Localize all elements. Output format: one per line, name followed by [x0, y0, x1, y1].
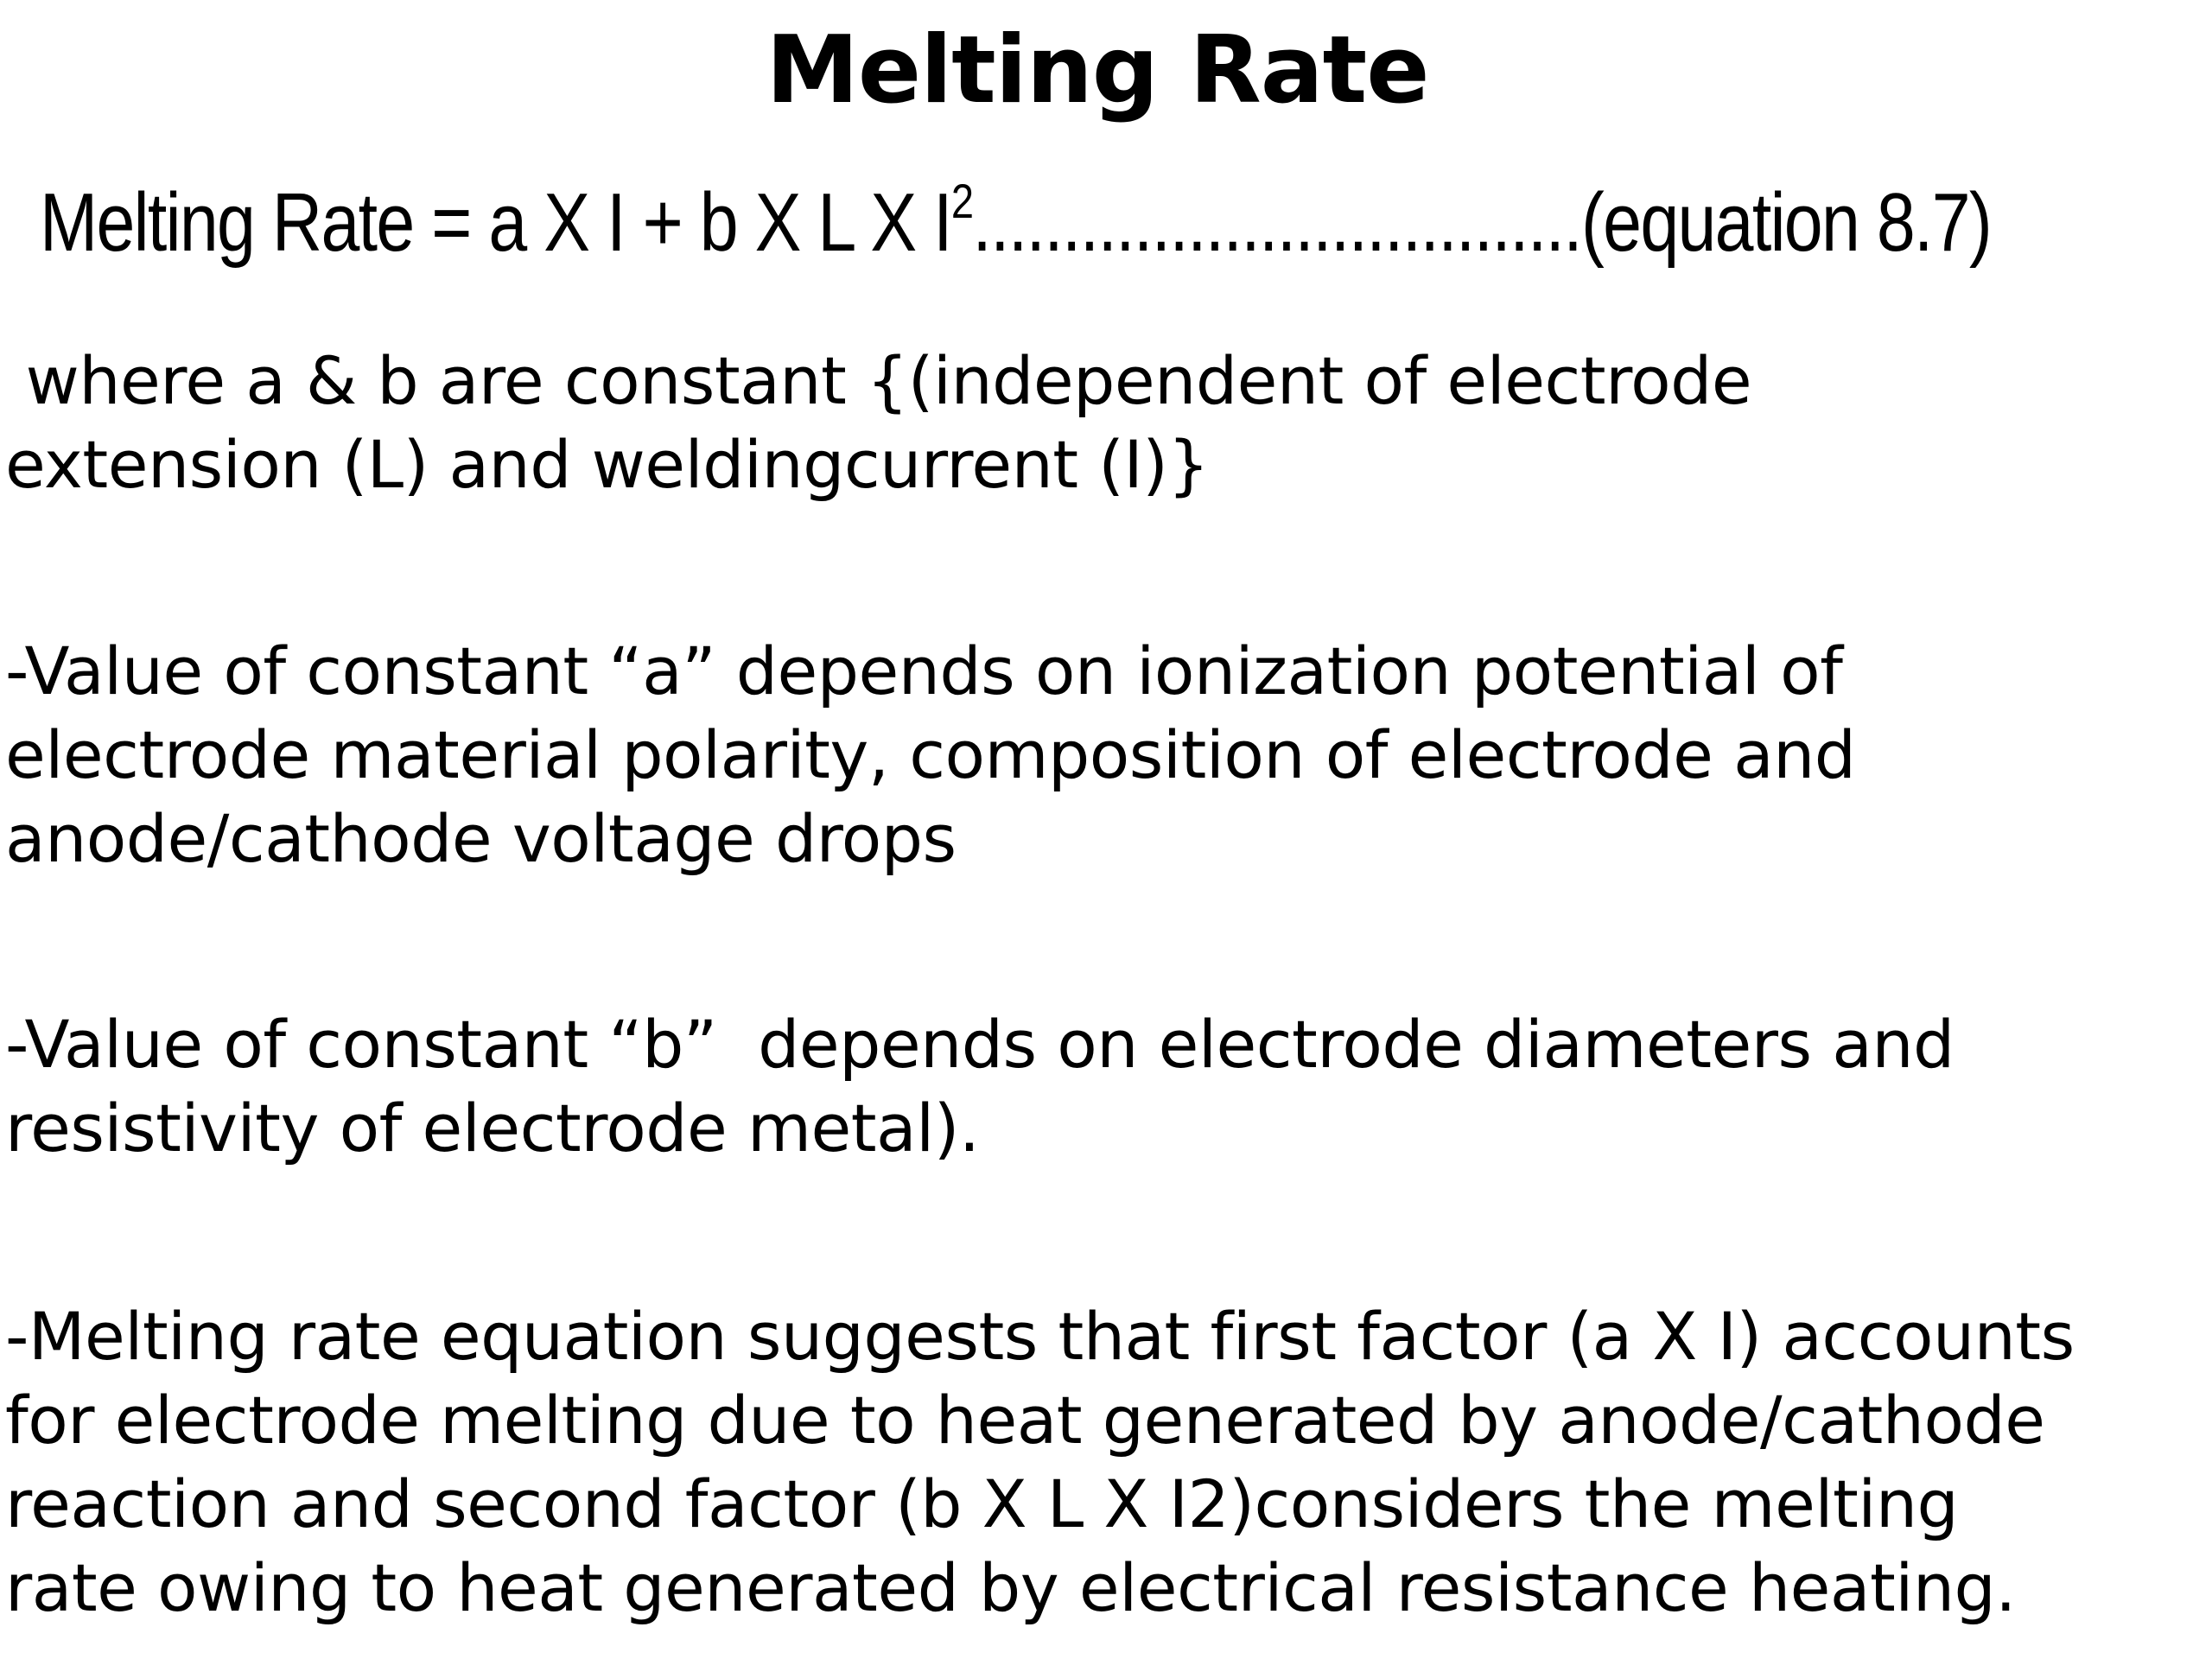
- slide-title: Melting Rate: [766, 16, 1429, 124]
- paragraph-line: electrode material polarity, composition of electrode and: [5, 716, 1856, 793]
- equation-suffix: ..................................(equation 8.7): [972, 176, 1992, 269]
- equation-superscript: 2: [950, 174, 973, 228]
- paragraph-constant-a: [5, 629, 2209, 880]
- paragraph-line: reaction and second factor (b X L X I2)considers the melting: [5, 1465, 1959, 1542]
- paragraph-line: anode/cathode voltage drops: [5, 800, 957, 877]
- paragraph-equation-interpretation: [5, 1294, 2209, 1630]
- paragraph-line: -Melting rate equation suggests that first factor (a X I) accounts: [5, 1298, 2075, 1375]
- paragraph-line: for electrode melting due to heat generated by anode/cathode: [5, 1382, 2045, 1459]
- equation-main: Melting Rate = a X I + b X L X I: [40, 176, 951, 269]
- paragraph-line: where a & b are constant {(independent of electrode: [5, 342, 1752, 419]
- paragraph-line: -Value of constant “a” depends on ionization potential of: [5, 632, 1843, 709]
- paragraph-constants-definition: [5, 339, 2209, 506]
- paragraph-constant-b: [5, 1002, 2209, 1170]
- paragraph-line: extension (L) and weldingcurrent (I)}: [5, 426, 1210, 503]
- paragraph-line: resistivity of electrode metal).: [5, 1090, 980, 1166]
- paragraph-line: -Value of constant “b” depends on electrode diameters and: [5, 1006, 1955, 1083]
- melting-rate-equation: [40, 162, 1992, 283]
- paragraph-line: rate owing to heat generated by electrical resistance heating.: [5, 1549, 2016, 1626]
